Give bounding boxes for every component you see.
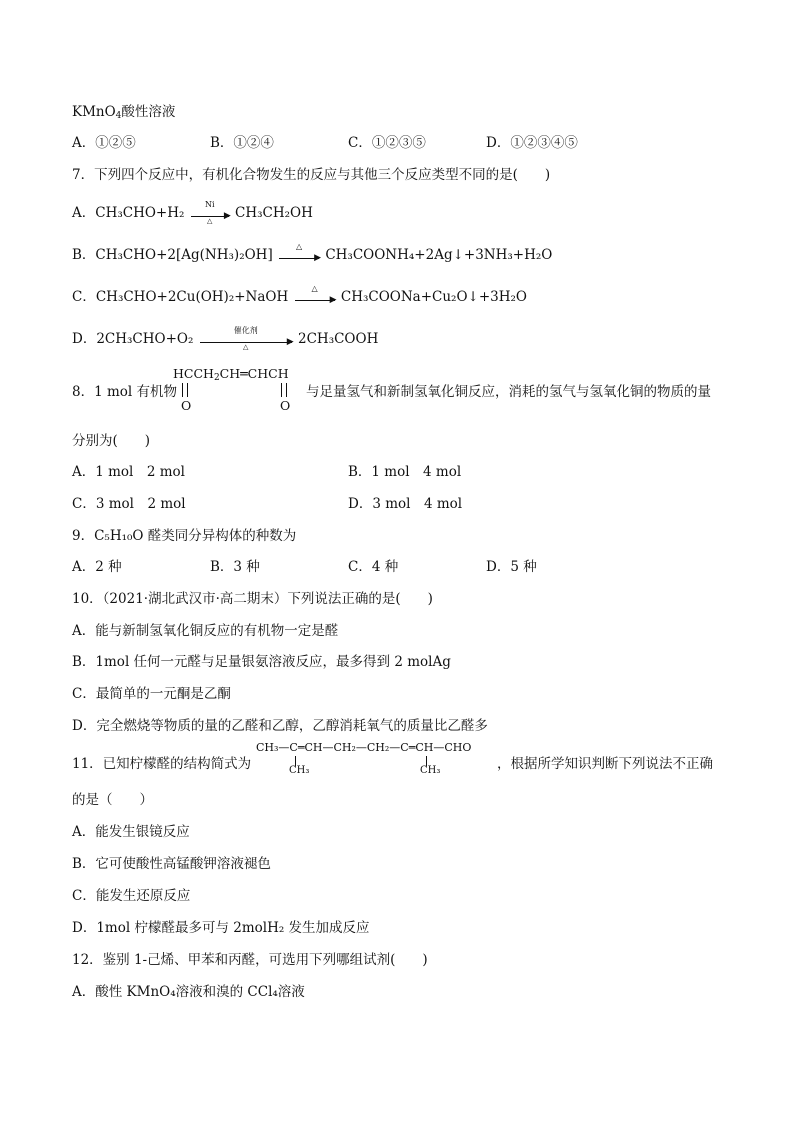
q8-stem-pre: 8．1 mol 有机物 bbox=[72, 384, 178, 400]
q9-option-b: B．3 种 bbox=[210, 559, 260, 575]
q11-stem-line2: 的是（ ） bbox=[72, 792, 153, 808]
q10-option-a: A．能与新制氢氧化铜反应的有机物一定是醛 bbox=[72, 623, 339, 639]
q8-stem-post: 与足量氢气和新制氢氧化铜反应，消耗的氢气与氢氧化铜的物质的量 bbox=[306, 384, 711, 400]
q8-structure bbox=[173, 366, 303, 416]
q10-option-b: B．1mol 任何一元醛与足量银氨溶液反应，最多得到 2 molAg bbox=[72, 654, 451, 670]
q11-option-c: C．能发生还原反应 bbox=[72, 888, 191, 904]
q10-stem: 10．（2021·湖北武汉市·高二期末）下列说法正确的是( ) bbox=[72, 591, 433, 607]
q8-oxygen-left: O bbox=[181, 398, 192, 413]
q11-stem-pre: 11．已知柠檬醛的结构简式为 bbox=[72, 756, 252, 772]
q11-methyl-2: CH₃ bbox=[420, 765, 441, 776]
q8-option-a: A．1 mol 2 mol bbox=[72, 464, 186, 480]
q8-structure-chain: HCCH2CH═CHCH bbox=[173, 366, 289, 383]
reaction-arrow: △ ▶ bbox=[295, 294, 335, 301]
q9-option-a: A．2 种 bbox=[72, 559, 122, 575]
q6-option-d: D．①②③④⑤ bbox=[486, 135, 578, 151]
q11-stem-post: ，根据所学知识判断下列说法不正确 bbox=[497, 756, 713, 772]
q9-option-c: C．4 种 bbox=[348, 559, 399, 575]
q11-structure-chain: CH₃—C═CH—CH₂—CH₂—C═CH—CHO bbox=[256, 741, 472, 754]
q11-structure bbox=[256, 741, 498, 781]
q11-option-a: A．能发生银镜反应 bbox=[72, 824, 190, 840]
q8-stem-line2: 分别为( ) bbox=[72, 433, 151, 449]
reaction-arrow: Ni ▶ △ bbox=[191, 210, 229, 217]
q8-option-b: B．1 mol 4 mol bbox=[348, 464, 462, 480]
q7-option-d: D．2CH₃CHO+O₂ 催化剂 ▶ △ 2CH₃COOH bbox=[72, 326, 379, 351]
q9-option-d: D．5 种 bbox=[486, 559, 537, 575]
q6-option-text: KMnO4酸性溶液 bbox=[72, 104, 176, 121]
q9-stem: 9．C₅H₁₀O 醛类同分异构体的种数为 bbox=[72, 528, 297, 544]
q10-option-c: C．最简单的一元酮是乙酮 bbox=[72, 686, 231, 702]
q11-option-d: D．1mol 柠檬醛最多可与 2molH₂ 发生加成反应 bbox=[72, 920, 370, 936]
q7-stem: 7．下列四个反应中，有机化合物发生的反应与其他三个反应类型不同的是( ) bbox=[72, 167, 551, 183]
q6-option-b: B．①②④ bbox=[210, 135, 274, 151]
q7-option-b: B．CH₃CHO+2[Ag(NH₃)₂OH] △ ▶ CH₃COONH₄+2Ag↓+3NH₃+H₂O bbox=[72, 242, 553, 263]
q11-option-b: B．它可使酸性高锰酸钾溶液褪色 bbox=[72, 856, 271, 872]
q7-option-c: C．CH₃CHO+2Cu(OH)₂+NaOH △ ▶ CH₃COONa+Cu₂O↓+3H₂O bbox=[72, 284, 527, 305]
q8-option-c: C．3 mol 2 mol bbox=[72, 496, 186, 512]
q12-stem: 12．鉴别 1-己烯、甲苯和丙醛，可选用下列哪组试剂( ) bbox=[72, 952, 428, 968]
q12-option-a: A．酸性 KMnO₄溶液和溴的 CCl₄溶液 bbox=[72, 984, 305, 1000]
reaction-arrow: △ ▶ bbox=[279, 252, 319, 259]
q11-methyl-1: CH₃ bbox=[289, 765, 310, 776]
q8-oxygen-right: O bbox=[280, 398, 291, 413]
q6-option-c: C．①②③⑤ bbox=[348, 135, 426, 151]
q10-option-d: D．完全燃烧等物质的量的乙醛和乙醇，乙醇消耗氧气的质量比乙醛多 bbox=[72, 718, 488, 734]
q7-option-a: A．CH₃CHO+H₂ Ni ▶ △ CH₃CH₂OH bbox=[72, 200, 313, 225]
reaction-arrow: 催化剂 ▶ △ bbox=[200, 336, 292, 343]
q6-option-a: A．①②⑤ bbox=[72, 135, 136, 151]
q8-option-d: D．3 mol 4 mol bbox=[348, 496, 463, 512]
